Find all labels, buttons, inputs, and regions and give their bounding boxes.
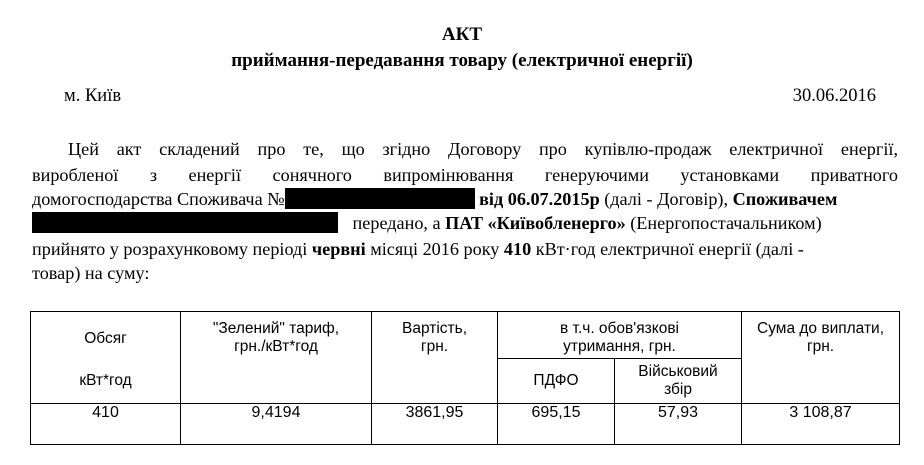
paragraph-line-2: виробленої з енергії сонячного випромінювання генеруючими установками приватного bbox=[32, 165, 898, 185]
header-total-line1: Сума до виплати, bbox=[757, 320, 885, 337]
text-segment: місяці 2016 року bbox=[365, 239, 504, 259]
header-pdfo-label: ПДФО bbox=[533, 372, 579, 389]
redaction-bar bbox=[285, 188, 475, 209]
header-tariff-line2: грн./кВт*год bbox=[234, 338, 318, 355]
header-total bbox=[742, 312, 900, 404]
document-subtitle: приймання-передавання товару (електричної енергії) bbox=[231, 50, 693, 71]
header-military bbox=[615, 359, 742, 404]
supplier-name: ПАТ «Київобленерго» bbox=[445, 213, 626, 233]
contract-date: від 06.07.2015р bbox=[479, 189, 600, 209]
value-tariff: 9,4194 bbox=[181, 404, 372, 445]
header-volume bbox=[31, 312, 181, 404]
document-date: 30.06.2016 bbox=[792, 86, 876, 106]
value-pdfo: 695,15 bbox=[498, 404, 615, 445]
header-cost bbox=[372, 312, 498, 404]
consumer-label: Споживачем bbox=[732, 189, 838, 209]
header-tariff bbox=[181, 312, 372, 404]
text-segment: прийнято у розрахунковому періоді bbox=[32, 239, 312, 259]
header-military-line2: збір bbox=[664, 381, 692, 398]
paragraph-line-5 bbox=[32, 238, 898, 260]
header-cost-line1: Вартість, bbox=[401, 320, 467, 337]
header-cost-line2: грн. bbox=[420, 338, 449, 355]
header-pdfo bbox=[498, 359, 615, 404]
settlement-table bbox=[30, 311, 900, 445]
paragraph-line-1: Цей акт складений про те, що згідно Договору про купівлю-продаж електричної енергії, bbox=[68, 139, 898, 159]
value-military: 57,93 bbox=[615, 404, 742, 445]
header-deductions bbox=[498, 312, 742, 359]
header-deductions-line1: в т.ч. обов'язкові bbox=[560, 320, 679, 337]
value-cost: 3861,95 bbox=[372, 404, 498, 445]
header-military-line1: Військовий bbox=[638, 363, 718, 380]
header-tariff-line1: "Зелений" тариф, bbox=[212, 320, 340, 337]
period-month: червні bbox=[311, 239, 366, 259]
header-total-line2: грн. bbox=[806, 338, 835, 355]
text-segment: передано, а bbox=[352, 213, 446, 233]
value-volume: 410 bbox=[31, 404, 181, 445]
document-title: АКТ bbox=[441, 24, 483, 45]
text-segment: домогосподарства Споживача № bbox=[32, 189, 285, 209]
text-segment: кВт·год електричної енергії (далі - bbox=[531, 239, 804, 259]
text-segment: (далі - Договір), bbox=[599, 189, 733, 209]
text-segment: (Енергопостачальником) bbox=[625, 213, 822, 233]
redaction-bar bbox=[32, 212, 338, 233]
paragraph-line-6: товар) на суму: bbox=[32, 263, 150, 283]
value-total: 3 108,87 bbox=[742, 404, 900, 445]
header-volume-top: Обсяг bbox=[84, 330, 127, 347]
header-deductions-line2: утримання, грн. bbox=[563, 338, 676, 355]
header-volume-unit: кВт*год bbox=[79, 372, 132, 389]
paragraph-line-4 bbox=[32, 212, 898, 234]
paragraph-line-3 bbox=[32, 188, 898, 210]
table-row bbox=[31, 404, 900, 445]
energy-volume: 410 bbox=[503, 239, 532, 259]
city: м. Київ bbox=[64, 86, 122, 106]
